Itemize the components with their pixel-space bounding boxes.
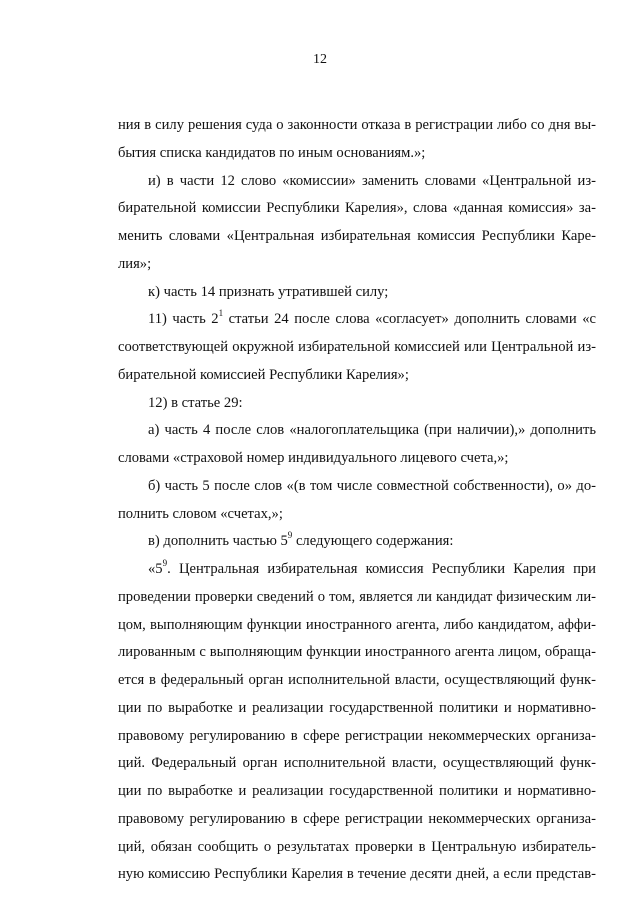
text-fragment: к) часть 14 признать утратившей силу; xyxy=(148,283,389,300)
text-fragment: ется в федеральный орган исполнительной власти, осуществляющий функ- xyxy=(118,672,596,688)
text-line xyxy=(118,112,596,140)
text-fragment: бытия списка кандидатов по иным основаниям.»; xyxy=(118,144,426,161)
text-line xyxy=(118,723,596,751)
text-fragment: ции по выработке и реализации государственной политики и нормативно- xyxy=(118,699,596,716)
text-fragment: правовому регулированию в сфере регистрации некоммерческих организа- xyxy=(118,727,596,744)
text-fragment: ций. Федеральный орган исполнительной власти, осуществляющий функ- xyxy=(118,755,596,772)
text-line xyxy=(118,750,596,778)
text-line xyxy=(118,584,596,612)
text-fragment: следующего содержания: xyxy=(292,533,454,550)
text-line xyxy=(118,528,596,556)
text-fragment: и) в части 12 слово «комиссии» заменить словами «Центральной из- xyxy=(148,172,596,189)
text-fragment: менить словами «Центральная избирательная комиссия Республики Каре- xyxy=(118,228,596,244)
text-line xyxy=(118,390,596,418)
text-line xyxy=(118,334,596,362)
superscript: 9 xyxy=(287,530,293,541)
text-fragment: ции по выработке и реализации государственной политики и нормативно- xyxy=(118,783,596,799)
text-fragment: а) часть 4 после слов «налогоплательщика (при наличии),» дополнить xyxy=(148,422,596,439)
text-line xyxy=(118,417,596,445)
text-fragment: цом, выполняющим функции иностранного агента, либо кандидатом, аффи- xyxy=(118,616,596,633)
text-line xyxy=(118,639,596,667)
text-fragment: лированным с выполняющим функции иностранного агента лицом, обраща- xyxy=(118,644,596,661)
text-fragment: статьи 24 после слова «согласует» дополнить словами «с xyxy=(223,311,596,328)
superscript: 9 xyxy=(162,558,168,569)
text-line xyxy=(118,778,596,806)
text-fragment: 11) часть 2 xyxy=(148,311,219,328)
text-line xyxy=(118,168,596,196)
text-line xyxy=(118,251,596,279)
superscript: 1 xyxy=(218,308,224,319)
text-fragment: проведении проверки сведений о том, является ли кандидат физическим ли- xyxy=(118,588,596,605)
text-fragment: ций, обязан сообщить о результатах проверки в Центральную избиратель- xyxy=(118,838,596,855)
text-fragment: ния в силу решения суда о законности отказа в регистрации либо со дня вы- xyxy=(118,117,596,133)
text-line xyxy=(118,806,596,834)
text-fragment: б) часть 5 после слов «(в том числе совместной собственности), о» до- xyxy=(148,477,596,494)
text-fragment: словами «страховой номер индивидуального лицевого счета,»; xyxy=(118,450,509,466)
text-line xyxy=(118,445,596,473)
text-line xyxy=(118,362,596,390)
text-fragment: лия»; xyxy=(118,255,152,272)
text-fragment: 12) в статье 29: xyxy=(148,394,243,411)
text-line xyxy=(118,195,596,223)
text-line xyxy=(118,223,596,251)
text-fragment: бирательной комиссии Республики Карелия», слова «данная комиссия» за- xyxy=(118,200,596,217)
document-body xyxy=(118,112,596,889)
text-line xyxy=(118,667,596,695)
text-line xyxy=(118,834,596,862)
text-line xyxy=(118,501,596,529)
text-line xyxy=(118,279,596,307)
text-fragment: ную комиссию Республики Карелия в течение десяти дней, а если представ- xyxy=(118,866,596,883)
text-fragment: . Центральная избирательная комиссия Республики Карелия при xyxy=(167,561,596,577)
text-fragment: полнить словом «счетах,»; xyxy=(118,505,283,522)
text-line xyxy=(118,612,596,640)
text-fragment: в) дополнить частью 5 xyxy=(148,533,288,550)
text-fragment: соответствующей окружной избирательной комиссией или Центральной из- xyxy=(118,339,596,355)
text-line xyxy=(118,861,596,889)
text-fragment: «5 xyxy=(148,561,163,577)
text-line xyxy=(118,695,596,723)
text-line xyxy=(118,306,596,334)
text-line xyxy=(118,140,596,168)
text-fragment: бирательной комиссией Республики Карелия»; xyxy=(118,366,409,383)
text-line xyxy=(118,473,596,501)
text-line xyxy=(118,556,596,584)
page-number: 12 xyxy=(313,52,327,67)
text-fragment: правовому регулированию в сфере регистрации некоммерческих организа- xyxy=(118,810,596,827)
